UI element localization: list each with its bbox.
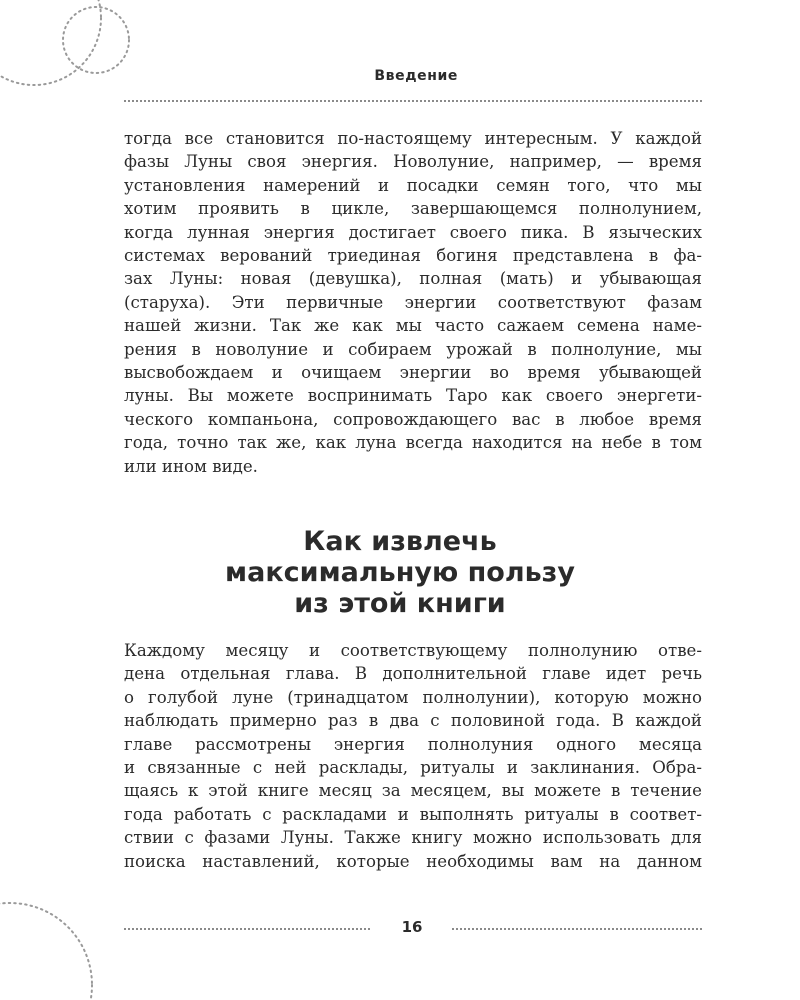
text-line: рения в новолуние и собираем урожай в полнолуние, мы: [124, 339, 702, 359]
footer-dotted-rule-left: [124, 928, 370, 930]
section-heading: [100, 526, 700, 619]
text-line: года работать с раскладами и выполнять ритуалы в соответ-: [124, 804, 702, 824]
header-dotted-rule: [124, 100, 702, 102]
text-line: высвобождаем и очищаем энергии во время убывающей: [124, 363, 702, 383]
text-line: хотим проявить в цикле, завершающемся полнолунием,: [124, 199, 702, 219]
footer-dotted-rule-right: [452, 928, 702, 930]
text-line: наблюдать примерно раз в два с половиной года. В каждой: [124, 711, 702, 731]
text-line: системах верований триединая богиня представлена в фа-: [124, 246, 702, 266]
text-line: о голубой луне (тринадцатом полнолунии), которую можно: [124, 687, 702, 707]
text-line: дена отдельная глава. В дополнительной главе идет речь: [124, 664, 702, 684]
text-line: ческого компаньона, сопровождающего вас в любое время: [124, 409, 702, 429]
page-number: 16: [401, 918, 423, 936]
text-line: луны. Вы можете воспринимать Таро как своего энергети-: [124, 386, 702, 406]
text-line: когда лунная энергия достигает своего пика. В языческих: [124, 222, 702, 242]
text-line: (старуха). Эти первичные энергии соответствуют фазам: [124, 292, 702, 312]
text-line: тогда все становится по-настоящему интересным. У каждой: [124, 129, 702, 148]
heading-line: из этой книги: [294, 588, 506, 619]
text-line: или ином виде.: [124, 456, 258, 476]
body-paragraph-1: [124, 127, 702, 478]
dotted-circle-top-large: [0, 0, 101, 85]
text-line: ствии с фазами Луны. Также книгу можно использовать для: [124, 828, 702, 848]
text-line: фазы Луны своя энергия. Новолуние, например, — время: [124, 152, 702, 172]
text-line: нашей жизни. Так же как мы часто сажаем семена наме-: [124, 316, 702, 336]
text-line: и связанные с ней расклады, ритуалы и заклинания. Обра-: [124, 758, 702, 778]
running-head: Введение: [374, 68, 458, 84]
text-line: зах Луны: новая (девушка), полная (мать) и убывающая: [124, 269, 702, 289]
heading-line: Как извлечь: [303, 526, 497, 557]
heading-line: максимальную пользу: [225, 557, 575, 588]
body-paragraph-2: [124, 639, 702, 873]
text-line: года, точно так же, как луна всегда находится на небе в том: [124, 433, 702, 453]
text-line: главе рассмотрены энергия полнолуния одного месяца: [124, 734, 702, 754]
dotted-circle-top-small: [63, 7, 129, 73]
text-line: щаясь к этой книге месяц за месяцем, вы можете в течение: [124, 781, 702, 801]
text-line: Каждому месяцу и соответствующему полнолунию отве-: [124, 641, 702, 660]
text-line: поиска наставлений, которые необходимы вам на данном: [124, 851, 702, 871]
dotted-circle-bottom: [0, 903, 92, 1000]
text-line: установления намерений и посадки семян того, что мы: [124, 175, 702, 195]
